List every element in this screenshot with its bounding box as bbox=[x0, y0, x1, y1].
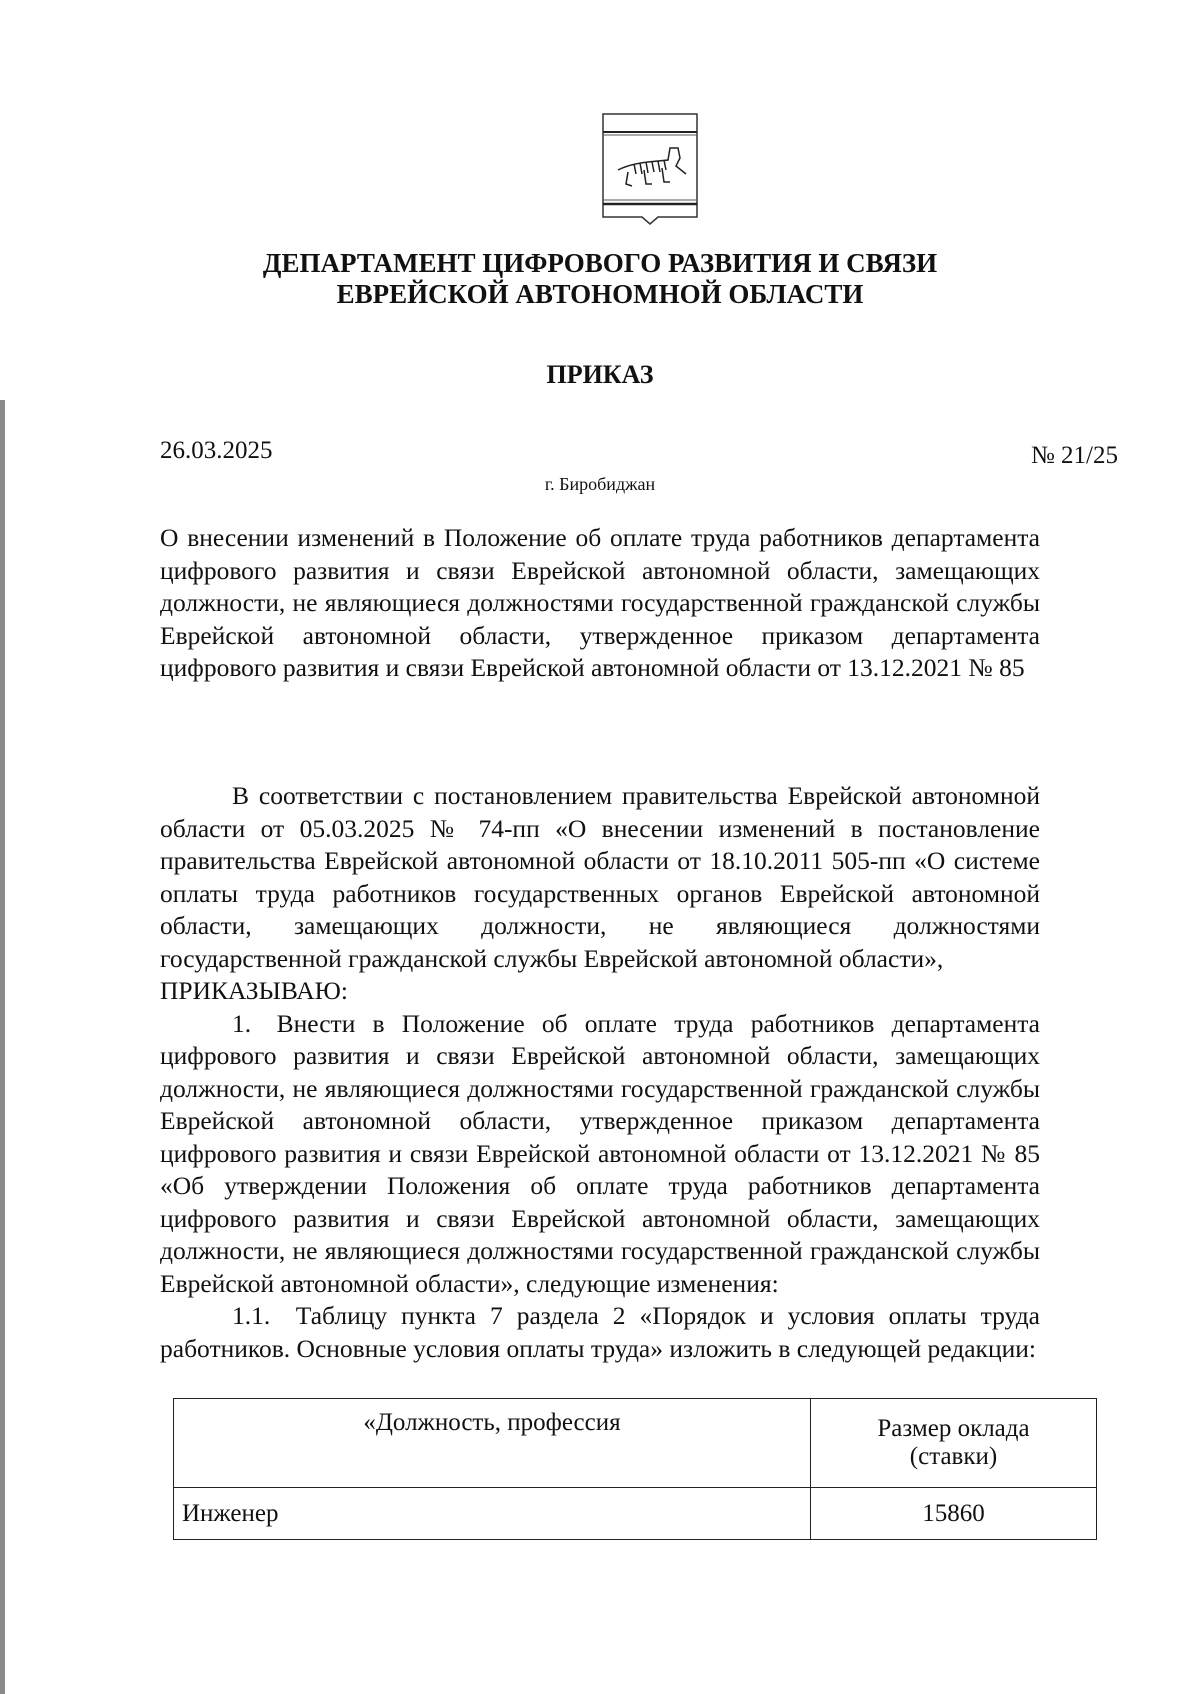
department-line-2: ЕВРЕЙСКОЙ АВТОНОМНОЙ ОБЛАСТИ bbox=[336, 279, 864, 309]
table-row bbox=[174, 1488, 1097, 1540]
cell-position: Инженер bbox=[174, 1488, 811, 1540]
item-1-1-paragraph: 1.1. Таблицу пункта 7 раздела 2 «Порядок и условия оплаты труда работников. Основные условия оплаты труда» изложить в следующей редакции: bbox=[160, 1301, 1040, 1363]
document-body bbox=[160, 780, 1040, 1365]
header-position: «Должность, профессия bbox=[174, 1399, 811, 1488]
coat-of-arms-emblem bbox=[600, 112, 700, 234]
scan-edge bbox=[0, 400, 5, 1694]
salary-table bbox=[173, 1398, 1097, 1540]
document-type: ПРИКАЗ bbox=[546, 360, 654, 389]
document-city: г. Биробиджан bbox=[544, 474, 656, 494]
item-1-paragraph: 1. Внести в Положение об оплате труда работников департамента цифрового развития и связи Еврейской автономной области, замещающих должности, не являющиеся должностями государственной гражданской службы Еврейской автономной области, утвержденное приказом департамента цифрового развития и связи Еврейской автономной области от 13.12.2021 № 85 «Об утверждении Положения об оплате труда работников департамента цифрового развития и связи Еврейской автономной области, замещающих должности, не являющиеся должностями государственной гражданской службы Еврейской автономной области», следующие изменения: bbox=[160, 1008, 1040, 1298]
order-word: ПРИКАЗЫВАЮ: bbox=[160, 976, 348, 1005]
department-line-1: ДЕПАРТАМЕНТ ЦИФРОВОГО РАЗВИТИЯ И СВЯЗИ bbox=[262, 248, 938, 278]
table-header-row bbox=[174, 1399, 1097, 1488]
cell-salary: 15860 bbox=[811, 1488, 1097, 1540]
document-date: 26.03.2025 bbox=[160, 437, 273, 464]
preamble-paragraph: В соответствии с постановлением правительства Еврейской автономной области от 05.03.2025 № 74-пп «О внесении изменений в постановление правительства Еврейской автономной области от 18.10.2011 505-пп «О системе оплаты труда работников государственных органов Еврейской автономной области, замещающих должности, не являющиеся должностями государственной гражданской службы Еврейской автономной области», bbox=[160, 781, 1040, 973]
department-title bbox=[0, 248, 1200, 310]
document-number: № 21/25 bbox=[1030, 442, 1118, 469]
document-subject: О внесении изменений в Положение об оплате труда работников департамента цифрового развития и связи Еврейской автономной области, замещающих должности, не являющиеся должностями государственной гражданской службы Еврейской автономной области, утвержденное приказом департамента цифрового развития и связи Еврейской автономной области от 13.12.2021 № 85 bbox=[160, 523, 1040, 682]
header-salary: Размер оклада (ставки) bbox=[811, 1399, 1097, 1488]
